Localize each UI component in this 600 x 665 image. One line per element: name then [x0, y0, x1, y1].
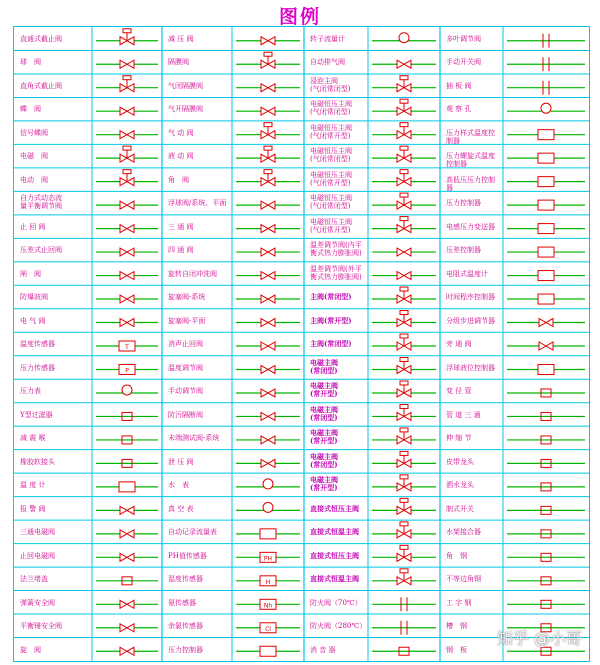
legend-label: 电磁主阀 (常开型) [310, 382, 338, 399]
main-valve-icon [372, 123, 436, 139]
butterfly-valve-icon [96, 107, 158, 115]
plug-valve-icon [96, 647, 158, 655]
legend-label: 水架接合器 [446, 528, 481, 537]
main-valve-icon [372, 311, 436, 327]
legend-label: 橡胶软接头 [20, 457, 55, 466]
legend-label: 减 震 喉 [20, 434, 46, 443]
svg-text:PH: PH [263, 555, 273, 563]
tee-pipe-icon [507, 412, 585, 420]
legend-label: 液 动 阀 [168, 152, 194, 161]
legend-label: 自动排气阀 [310, 58, 345, 67]
thermometer-icon [96, 482, 158, 492]
legend-label: 余氯传感器 [168, 622, 203, 631]
svg-text:H: H [265, 578, 271, 586]
test-valve-icon [236, 436, 300, 444]
legend-label: 直接式恒温主阀 [310, 575, 359, 584]
spring-safety-valve-icon [96, 600, 158, 608]
legend-label: 温差调节阀(内平 衡式热力膨胀阀) [310, 241, 362, 258]
air-vent-icon [372, 60, 436, 68]
svg-text:Cl: Cl [265, 625, 271, 633]
legend-label: 温 度 计 [20, 481, 46, 490]
air-open-diaphragm-icon [236, 107, 300, 115]
legend-label: 隔膜阀 [168, 58, 189, 67]
rotameter-icon [372, 33, 436, 43]
legend-label: 时间程序控制器 [446, 293, 495, 302]
ph-sensor-icon [236, 552, 300, 562]
legend-label: 压力螺旋式温度控制器 [446, 152, 495, 169]
weight-safety-valve-icon [96, 624, 158, 632]
legend-label: 蝶 阀 [20, 105, 41, 114]
main-valve-icon [372, 404, 436, 420]
legend-label: 电磁主阀 (常闭型) [310, 452, 338, 469]
pressure-temp-controller-icon [507, 130, 585, 140]
expansion-valve-icon [372, 248, 436, 256]
legend-label: 手动开关阀 [446, 58, 481, 67]
expansion-valve-icon [372, 272, 436, 280]
pneumatic-valve-icon [236, 123, 300, 139]
legend-label: 电磁恒压主阀 (气闭常闭型) [310, 147, 352, 164]
gate-valve-icon [96, 272, 158, 280]
reducer-pipe-icon [507, 389, 585, 397]
resistance-thermometer-icon [507, 271, 585, 281]
legend-label: 温差调节阀(外平 衡式热力膨胀阀) [310, 264, 362, 281]
main-valve-icon [372, 76, 436, 92]
legend-label: 电磁主阀 (常开型) [310, 476, 338, 493]
main-valve-icon [372, 357, 436, 373]
i-beam-icon [507, 600, 585, 608]
legend-label: 工 字 钢 [446, 598, 472, 607]
legend-label: 电动 阀 [20, 175, 48, 184]
legend-label: 主阀(常开型) [310, 316, 352, 325]
legend-label: 防污隔断阀 [168, 410, 203, 419]
legend-label: 不等边角钢 [446, 575, 481, 584]
legend-label: 分级步进调节器 [446, 316, 495, 325]
legend-label: 法兰堵盖 [20, 575, 48, 584]
motor-valve-icon [96, 170, 158, 186]
legend-label: 浸泡主阀 (气闭常闭型) [310, 76, 351, 93]
manual-damper-icon [507, 57, 585, 71]
main-valve-icon [372, 428, 436, 444]
legend-label: 旁 通 阀 [446, 340, 472, 349]
flex-joint-icon [96, 436, 158, 444]
legend-label: 湿度传感器 [168, 575, 203, 584]
legend-label: 电磁恒压主阀 (气闭常闭型) [310, 194, 352, 211]
legend-label: 气开隔膜阀 [168, 105, 203, 114]
legend-label: 末端测试阀-系统 [168, 434, 220, 443]
pressure-gauge-icon [96, 385, 158, 395]
legend-label: 多叶调节阀 [446, 35, 481, 43]
page-title: 图例 [278, 6, 321, 28]
slide-damper-icon [507, 81, 585, 95]
diff-pressure-controller-icon [507, 247, 585, 257]
legend-label: 转子流量计 [310, 35, 345, 43]
legend-label: 消 音 器 [310, 645, 336, 654]
legend-label: 压力控制器 [446, 199, 481, 208]
fire-damper-icon [372, 597, 436, 611]
legend-label: 槽 钢 [446, 622, 467, 631]
legend-label: 压力传感器 [20, 363, 55, 372]
legend-label: 洒水龙头 [446, 481, 474, 490]
legend-label: 旋 阀 [20, 645, 41, 654]
main-valve-icon [372, 170, 436, 186]
main-valve-icon [372, 381, 436, 397]
chlorine-sensor-icon [236, 623, 300, 633]
temp-sensor-icon [96, 341, 158, 351]
rubber-joint-icon [96, 459, 158, 467]
legend-label: 电磁主阀 (常开型) [310, 429, 338, 446]
legend-label: 压差式止回阀 [20, 246, 62, 255]
diaphragm-valve-icon [236, 52, 300, 68]
sprinkler-tap-icon [507, 483, 585, 491]
legend-label: 自动记录流量表 [168, 528, 217, 537]
angle-valve-icon [236, 170, 300, 186]
svg-text:P: P [125, 367, 129, 375]
legend-label: 泄 压 阀 [168, 457, 194, 466]
legend-label: 消声止回阀 [168, 340, 203, 349]
electric-valve-icon [96, 319, 158, 327]
legend-label: 角 钢 [446, 551, 467, 560]
legend-label: 直接式恒压主阀 [310, 504, 359, 513]
legend-label: 电磁恒压主阀 (气闭常开型) [310, 123, 352, 140]
legend-label: 皮带龙头 [446, 457, 474, 466]
step-regulator-icon [507, 319, 585, 327]
legend-label: 真 空 表 [168, 504, 194, 513]
y-strainer-icon [96, 412, 158, 420]
legend-label: 气闭隔膜阀 [168, 81, 203, 90]
legend-label: 减 压 阀 [168, 35, 194, 43]
legend-label: 电磁 阀 [20, 152, 48, 161]
water-meter-icon [236, 479, 300, 489]
legend-label: 变 径 管 [446, 387, 472, 396]
main-valve-icon [372, 334, 436, 350]
pressure-check-valve-icon [96, 248, 158, 256]
legend-label: 电磁主阀 (常闭型) [310, 405, 338, 422]
four-way-valve-icon [236, 248, 300, 256]
legend-label: 防火阀（70℃） [310, 598, 362, 607]
hilo-pressure-controller-icon [507, 177, 585, 187]
ammonia-sensor-icon [236, 599, 300, 609]
legend-label: 自力式动态流 量平衡调节阀 [20, 194, 62, 211]
legend-label: 电感压力变送器 [446, 222, 495, 231]
angle-valve-icon [96, 76, 158, 92]
legend-label: 气 动 阀 [168, 128, 194, 137]
svg-text:Nh: Nh [263, 602, 273, 610]
legend-label: 旋塞阀-系统 [168, 293, 206, 302]
legend-label: 钢 板 [446, 645, 467, 654]
legend-label: 伸 缩 节 [446, 434, 472, 443]
legend-label: 管 道 三 通 [446, 410, 481, 419]
legend-label: 主阀(常闭型) [310, 340, 352, 349]
temp-control-valve-icon [236, 365, 300, 373]
angle-steel-icon [507, 553, 585, 561]
ball-valve-icon [96, 60, 158, 68]
legend-label: 报 警 阀 [20, 504, 46, 513]
legend-label: 球 阀 [20, 58, 41, 67]
humidity-sensor-icon [236, 576, 300, 586]
legend-label: 制式开关 [446, 504, 474, 513]
pressure-transmitter-icon [507, 224, 585, 234]
flange-cap-icon [96, 577, 158, 585]
main-valve-icon [372, 475, 436, 491]
relief-valve-icon [236, 459, 300, 467]
expansion-joint-icon [507, 436, 585, 444]
three-way-valve-icon [236, 225, 300, 233]
legend-label: 防火阀（280℃） [310, 622, 366, 631]
hose-tap-icon [507, 459, 585, 467]
cock-plan-icon [236, 319, 300, 327]
legend-label: Y型过滤器 [20, 410, 53, 419]
legend-label: 信号蝶阀 [20, 128, 48, 137]
silencer-icon [372, 647, 436, 655]
main-valve-icon [372, 498, 436, 514]
legend-label: 平衡锤安全阀 [20, 622, 62, 631]
main-valve-icon [372, 99, 436, 115]
legend-label: 止 回 阀 [20, 222, 46, 231]
legend-label: 电磁恒压主阀 (气闭常闭型) [310, 100, 352, 117]
bypass-valve-icon [507, 342, 585, 350]
solenoid-valve-icon [96, 146, 158, 162]
legend-label: 压力表 [20, 387, 41, 396]
check-solenoid-icon [96, 553, 158, 561]
legend-label: 主阀(常闭型) [310, 293, 352, 302]
legend-label: PH值传感器 [168, 551, 207, 560]
legend-label: 观 察 孔 [446, 105, 472, 114]
legend-label: 温度传感器 [20, 340, 55, 349]
watermark: 知乎 @小哥 [496, 629, 582, 648]
pressure-sensor-icon [96, 364, 158, 374]
backflow-valve-icon [236, 412, 300, 420]
cock-valve-icon [236, 295, 300, 303]
legend-label: 直角式截止阀 [20, 81, 62, 90]
time-program-controller-icon [507, 294, 585, 304]
check-valve-icon [96, 225, 158, 233]
legend-label: 压力控制器 [168, 645, 203, 654]
legend-label: 电阻式温度计 [446, 269, 488, 278]
main-valve-icon [372, 451, 436, 467]
legend-label: 电磁恒压主阀 (气闭常开型) [310, 170, 352, 187]
legend-label: 浮球液位控制器 [446, 363, 495, 372]
main-valve-icon [372, 545, 436, 561]
legend-label: 直接式恒温主阀 [310, 528, 359, 537]
main-valve-icon [372, 193, 436, 209]
legend-label: 压差控制器 [446, 246, 481, 255]
alarm-valve-icon [96, 506, 158, 514]
legend-label: 水 表 [168, 481, 189, 490]
main-valve-icon [372, 287, 436, 303]
main-valve-icon [372, 146, 436, 162]
float-level-controller-icon [507, 364, 585, 374]
legend-label: 手动调节阀 [168, 387, 203, 396]
flow-recorder-icon [236, 529, 300, 539]
legend-label: 三 通 阀 [168, 222, 194, 231]
legend-label: 直通式截止阀 [20, 35, 62, 43]
legend-label: 电 气 阀 [20, 316, 46, 325]
multi-blade-damper-icon [507, 34, 585, 48]
legend-label: 三通电磁阀 [20, 528, 55, 537]
air-close-diaphragm-icon [236, 84, 300, 92]
switch-icon [507, 506, 585, 514]
legend-label: 浮球阀/系统、平面 [168, 199, 227, 208]
fire-damper-icon [372, 621, 436, 635]
legend-label: 防爆波阀 [20, 293, 48, 302]
unequal-angle-icon [507, 577, 585, 585]
legend-label: 氨传感器 [168, 598, 196, 607]
legend-label: 旋塞阀-平面 [168, 316, 206, 325]
legend-label: 高低压压力控制器 [446, 175, 495, 192]
legend-label: 电磁主阀 (常闭型) [310, 358, 338, 375]
pressure-controller-icon [507, 200, 585, 210]
balance-valve-icon [96, 201, 158, 209]
legend-label: 压力样式温度控制器 [446, 128, 495, 145]
legend-label: 温度调节阀 [168, 363, 203, 372]
legend-label: 插 板 阀 [446, 81, 472, 90]
signal-butterfly-valve-icon [96, 131, 158, 139]
float-valve-icon [236, 201, 300, 209]
pressure-controller-icon [236, 646, 300, 656]
sight-hole-icon [507, 103, 585, 113]
manual-control-valve-icon [236, 389, 300, 397]
spiral-temp-controller-icon [507, 153, 585, 163]
svg-text:T: T [125, 344, 129, 351]
legend-label: 电磁恒压主阀 (气闭常开型) [310, 217, 352, 234]
legend-label: 止回电磁阀 [20, 551, 55, 560]
three-way-solenoid-icon [96, 530, 158, 538]
main-valve-icon [372, 522, 436, 538]
legend-label: 旋转自闭冲洗阀 [168, 269, 217, 278]
legend-label: 弹簧安全阀 [20, 598, 55, 607]
legend-label: 四 通 阀 [168, 246, 194, 255]
reducing-valve-icon [236, 37, 300, 45]
legend-label: 直接式恒压主阀 [310, 551, 359, 560]
legend-label: 角 阀 [168, 175, 189, 184]
main-valve-icon [372, 569, 436, 585]
legend-label: 闸 阀 [20, 269, 41, 278]
vacuum-gauge-icon [236, 502, 300, 512]
flush-valve-icon [236, 272, 300, 280]
hydraulic-valve-icon [236, 146, 300, 162]
silent-check-valve-icon [236, 342, 300, 350]
blast-valve-icon [96, 295, 158, 303]
valve-wheel-icon [96, 29, 158, 45]
siamese-connection-icon [507, 530, 585, 538]
main-valve-icon [372, 217, 436, 233]
